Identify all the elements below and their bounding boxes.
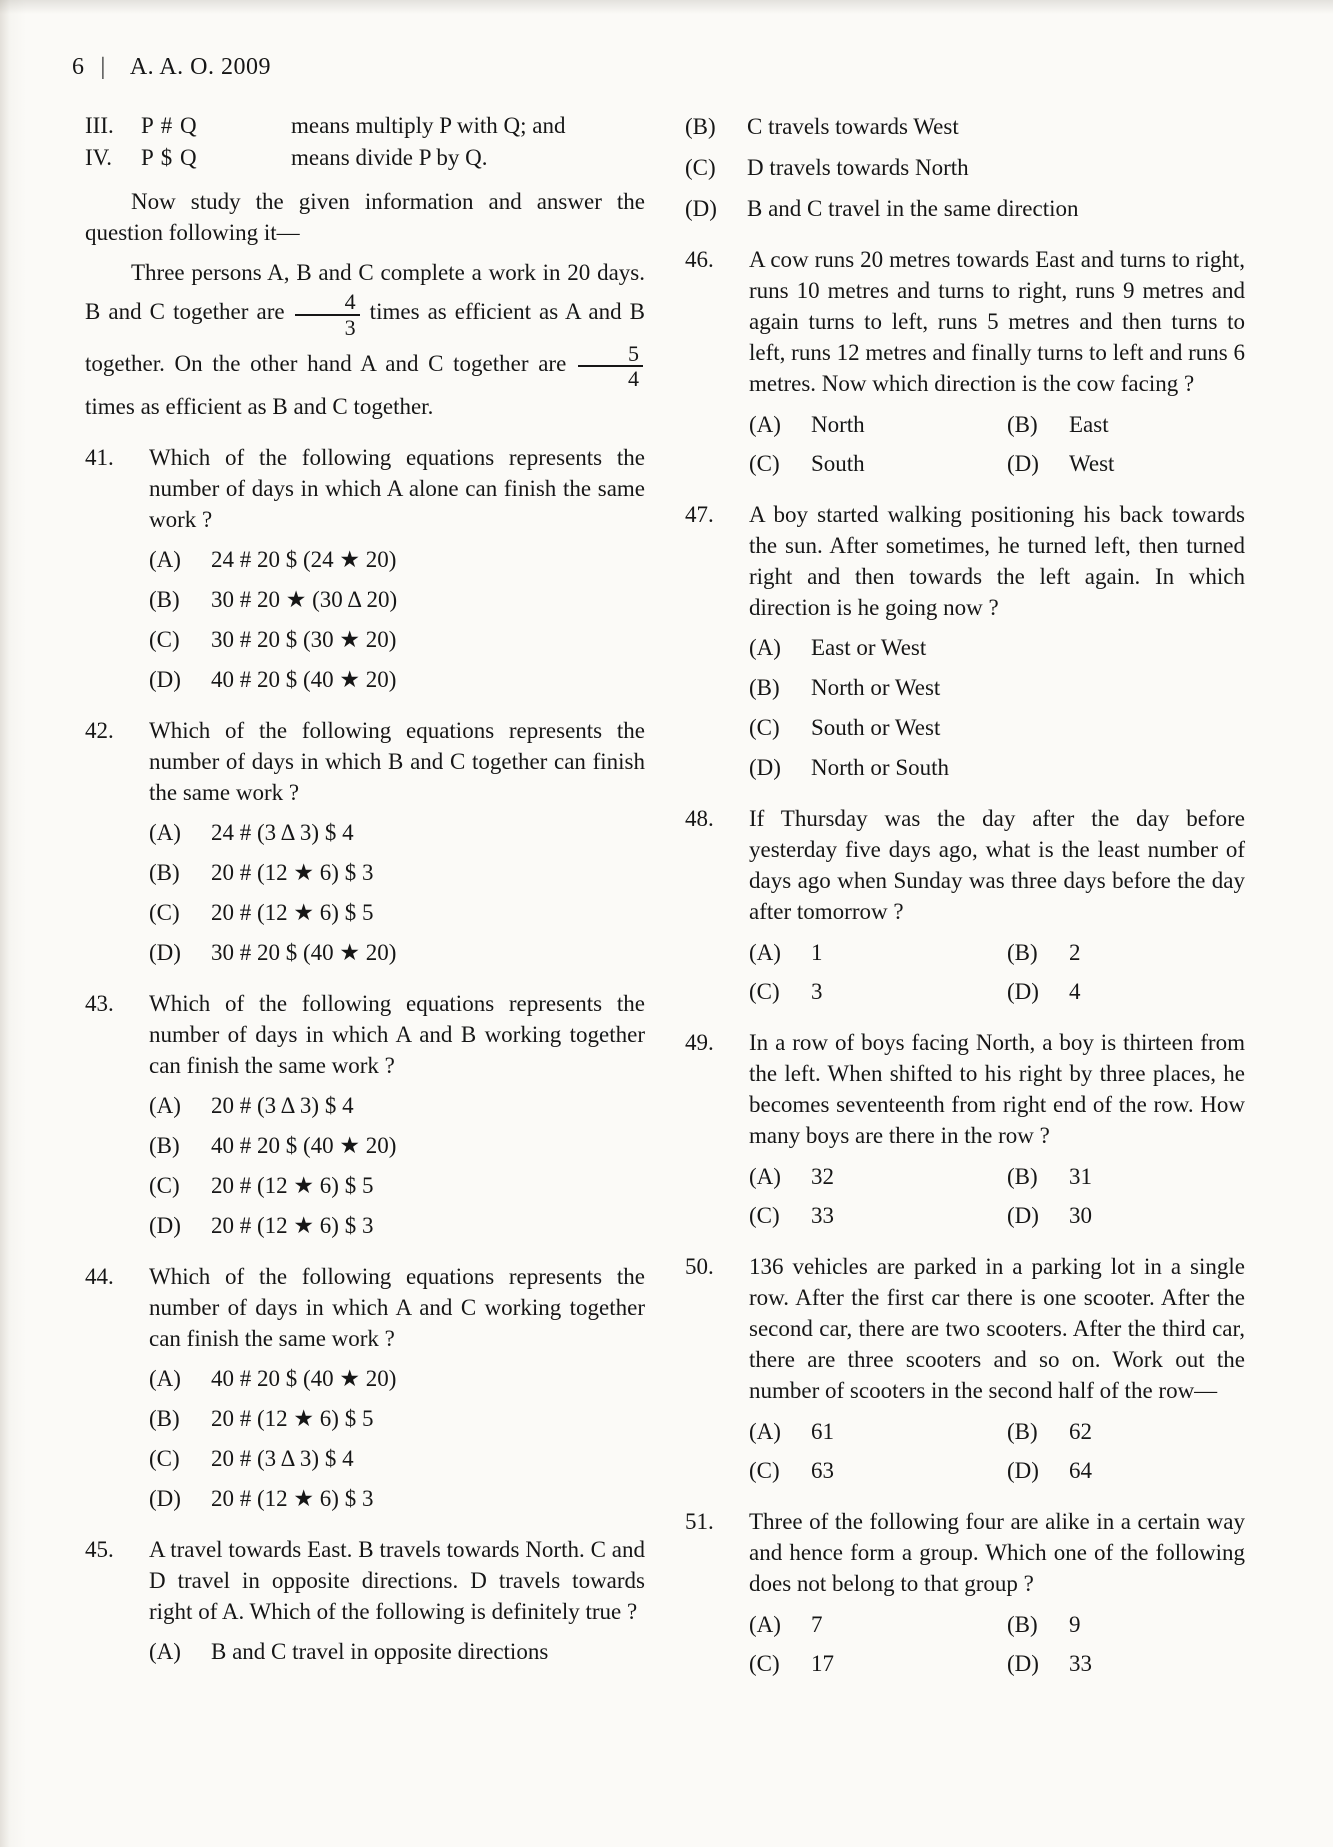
option — [1007, 1455, 1245, 1486]
option-label: (D) — [149, 1486, 181, 1511]
option-label: (B) — [1007, 1612, 1038, 1637]
question-body — [749, 1027, 1245, 1231]
option — [749, 1609, 997, 1640]
option-text: 24 # 20 $ (24 ★ 20) — [211, 547, 397, 572]
passage-paragraph — [85, 257, 645, 422]
option-label: (C) — [749, 1458, 780, 1483]
fraction-denominator: 3 — [295, 314, 360, 340]
option-text: 33 — [811, 1203, 834, 1228]
question — [85, 715, 645, 968]
option-label: (C) — [685, 155, 716, 180]
option-label: (B) — [149, 587, 180, 612]
option-label: (D) — [1007, 1458, 1039, 1483]
question — [85, 988, 645, 1241]
option-text: 24 # (3 Δ 3) $ 4 — [211, 820, 354, 845]
question-body — [749, 803, 1245, 1007]
question-body — [149, 1261, 645, 1514]
question — [685, 803, 1245, 1007]
question-body — [749, 1251, 1245, 1486]
option-text: D travels towards North — [747, 155, 969, 180]
option-text: B and C travel in the same direction — [747, 196, 1079, 221]
option-label: (A) — [149, 547, 181, 572]
option — [685, 193, 1245, 224]
option — [1007, 448, 1245, 479]
option-label: (B) — [149, 1406, 180, 1431]
option-label: (D) — [1007, 1203, 1039, 1228]
options-list — [749, 1408, 1245, 1486]
option — [685, 152, 1245, 183]
option — [749, 1416, 997, 1447]
option-label: (A) — [149, 1366, 181, 1391]
option-label: (B) — [685, 114, 716, 139]
question — [685, 1027, 1245, 1231]
option-text: 20 # (12 ★ 6) $ 5 — [211, 1173, 374, 1198]
option-label: (C) — [149, 627, 180, 652]
option-text: 20 # (12 ★ 6) $ 3 — [211, 1213, 374, 1238]
option-label: (B) — [149, 1133, 180, 1158]
option-label: (A) — [149, 1093, 181, 1118]
question — [685, 499, 1245, 783]
option-text: 61 — [811, 1419, 834, 1444]
question-text: Which of the following equations represents the number of days in which A and B working together can finish the same work ? — [149, 991, 645, 1078]
option — [149, 544, 645, 575]
option — [749, 632, 1245, 663]
option — [149, 584, 645, 615]
option — [1007, 1416, 1245, 1447]
option-text: 40 # 20 $ (40 ★ 20) — [211, 1133, 397, 1158]
option-label: (D) — [1007, 979, 1039, 1004]
option-label: (C) — [149, 1446, 180, 1471]
option-text: West — [1069, 451, 1115, 476]
question-number: 46. — [685, 247, 714, 272]
option — [149, 1636, 645, 1667]
option-text: 1 — [811, 940, 823, 965]
option — [749, 712, 1245, 743]
option-label: (B) — [749, 675, 780, 700]
options-list — [149, 1363, 645, 1514]
option-label: (A) — [749, 940, 781, 965]
option — [1007, 1161, 1245, 1192]
option-label: (D) — [149, 667, 181, 692]
options-list — [749, 1153, 1245, 1231]
option — [749, 752, 1245, 783]
continued-options-list — [685, 111, 1245, 224]
option-label: (A) — [749, 1164, 781, 1189]
option-label: (B) — [149, 860, 180, 885]
option — [1007, 1200, 1245, 1231]
options-list — [149, 817, 645, 968]
two-column-layout — [0, 83, 1333, 1727]
option-text: 3 — [811, 979, 823, 1004]
option-text: 2 — [1069, 940, 1081, 965]
option-label: (D) — [1007, 1651, 1039, 1676]
option — [749, 1455, 997, 1486]
question-body — [149, 988, 645, 1241]
question-text: 136 vehicles are parked in a parking lot in a single row. After the first car there is one scooter. After the second car, there are two scooters. After the third car, there are three scooters and so on. Work out the number of scooters in the second half of the row— — [749, 1254, 1245, 1403]
option-label: (C) — [149, 900, 180, 925]
option-text: North or West — [811, 675, 941, 700]
option — [149, 817, 645, 848]
option — [149, 664, 645, 695]
right-column — [685, 109, 1245, 1679]
question-body — [749, 244, 1245, 479]
option — [749, 976, 997, 1007]
question-number: 41. — [85, 445, 114, 470]
page-header — [0, 0, 1333, 83]
option-text: 30 # 20 $ (40 ★ 20) — [211, 940, 397, 965]
option-text: 4 — [1069, 979, 1081, 1004]
question-number: 47. — [685, 502, 714, 527]
fraction — [576, 340, 645, 392]
definition-expression: P # Q — [141, 113, 198, 138]
option-label: (A) — [749, 412, 781, 437]
option-text: 33 — [1069, 1651, 1092, 1676]
option-text: 31 — [1069, 1164, 1092, 1189]
option-label: (D) — [149, 1213, 181, 1238]
question-text: A boy started walking positioning his back towards the sun. After sometimes, he turned left, then turned right and then towards the left again. In which direction is he going now ? — [749, 502, 1245, 620]
option-label: (C) — [749, 715, 780, 740]
option-text: 40 # 20 $ (40 ★ 20) — [211, 1366, 397, 1391]
options-list — [749, 1601, 1245, 1679]
option — [149, 1483, 645, 1514]
question-text: In a row of boys facing North, a boy is thirteen from the left. When shifted to his right by three places, he becomes seventeenth from right end of the row. How many boys are there in the row ? — [749, 1030, 1245, 1148]
option — [149, 624, 645, 655]
question — [85, 442, 645, 695]
option-text: 30 # 20 ★ (30 Δ 20) — [211, 587, 398, 612]
fraction-denominator: 4 — [578, 365, 643, 391]
option — [149, 1403, 645, 1434]
option — [149, 1130, 645, 1161]
option — [749, 1200, 997, 1231]
header-separator: | — [100, 54, 106, 80]
option-label: (D) — [749, 755, 781, 780]
header-title: A. A. O. 2009 — [129, 54, 271, 80]
option-label: (A) — [149, 820, 181, 845]
option-text: B and C travel in opposite directions — [211, 1639, 549, 1664]
option — [749, 409, 997, 440]
option-text: 9 — [1069, 1612, 1081, 1637]
question-number: 49. — [685, 1030, 714, 1055]
passage-text: times as efficient as B and C together. — [85, 394, 434, 419]
option-text: 32 — [811, 1164, 834, 1189]
question-text: Which of the following equations represents the number of days in which B and C together can finish the same work ? — [149, 718, 645, 805]
option — [749, 1161, 997, 1192]
left-column — [85, 109, 645, 1679]
option — [749, 1648, 997, 1679]
option-text: East or West — [811, 635, 927, 660]
option-label: (B) — [1007, 412, 1038, 437]
question — [685, 244, 1245, 479]
passage-text: times as efficient as A and B together. On the other hand A and C together are — [85, 299, 646, 376]
options-list — [149, 544, 645, 695]
question-number: 51. — [685, 1509, 714, 1534]
question-text: Which of the following equations represents the number of days in which A alone can finish the same work ? — [149, 445, 645, 532]
intro-paragraph: Now study the given information and answer the question following it— — [85, 189, 645, 245]
option-text: South — [811, 451, 865, 476]
question-number: 44. — [85, 1264, 114, 1289]
option-text: North — [811, 412, 865, 437]
fraction-numerator: 5 — [628, 340, 639, 366]
option-label: (C) — [749, 451, 780, 476]
option-text: 63 — [811, 1458, 834, 1483]
option — [749, 672, 1245, 703]
option-text: East — [1069, 412, 1109, 437]
option-text: 7 — [811, 1612, 823, 1637]
question-body — [149, 715, 645, 968]
question — [85, 1261, 645, 1514]
option — [1007, 1648, 1245, 1679]
options-list — [149, 1090, 645, 1241]
option-label: (A) — [749, 1612, 781, 1637]
question-number: 48. — [685, 806, 714, 831]
fraction-numerator: 4 — [344, 289, 356, 314]
option-label: (A) — [749, 635, 781, 660]
option-text: 20 # (12 ★ 6) $ 5 — [211, 1406, 374, 1431]
definition-expression: P $ Q — [141, 145, 198, 170]
question-number: 42. — [85, 718, 114, 743]
option-text: 30 — [1069, 1203, 1092, 1228]
options-list — [149, 1636, 645, 1667]
option-text: 17 — [811, 1651, 834, 1676]
definition-label: III. — [85, 113, 114, 138]
question-number: 50. — [685, 1254, 714, 1279]
definition-label: IV. — [85, 145, 113, 170]
option — [749, 937, 997, 968]
option — [149, 937, 645, 968]
option — [749, 448, 997, 479]
option — [149, 1210, 645, 1241]
option — [685, 111, 1245, 142]
question — [685, 1506, 1245, 1679]
option-text: 20 # (12 ★ 6) $ 5 — [211, 900, 374, 925]
option — [149, 1170, 645, 1201]
option-text: 20 # (3 Δ 3) $ 4 — [211, 1093, 354, 1118]
options-list — [749, 632, 1245, 783]
question-text: A cow runs 20 metres towards East and turns to right, runs 10 metres and turns to right, runs 9 metres and again turns to left, runs 5 metres and then turns to left, runs 12 metres and finally turns to left and runs 6 metres. Now which direction is the cow facing ? — [749, 247, 1245, 396]
definition-meaning: means multiply P with Q; and — [291, 113, 566, 138]
option-label: (C) — [149, 1173, 180, 1198]
option-text: 64 — [1069, 1458, 1092, 1483]
option — [149, 1443, 645, 1474]
option — [1007, 976, 1245, 1007]
option-label: (C) — [749, 979, 780, 1004]
question-text: Three of the following four are alike in a certain way and hence form a group. Which one of the following does not belong to that group ? — [749, 1509, 1245, 1596]
option-label: (B) — [1007, 940, 1038, 965]
option — [1007, 1609, 1245, 1640]
question-number: 43. — [85, 991, 114, 1016]
definition-row — [85, 110, 645, 141]
question-body — [149, 442, 645, 695]
option-text: 40 # 20 $ (40 ★ 20) — [211, 667, 397, 692]
option — [149, 1363, 645, 1394]
option-text: C travels towards West — [747, 114, 959, 139]
option-text: 20 # (12 ★ 6) $ 3 — [211, 860, 374, 885]
option-label: (A) — [149, 1639, 181, 1664]
option — [1007, 937, 1245, 968]
option — [149, 1090, 645, 1121]
option-text: 30 # 20 $ (30 ★ 20) — [211, 627, 397, 652]
definition-meaning: means divide P by Q. — [291, 145, 488, 170]
options-list — [749, 401, 1245, 479]
option-label: (B) — [1007, 1164, 1038, 1189]
question-body — [749, 499, 1245, 783]
page-number: 6 — [72, 54, 85, 80]
option — [149, 857, 645, 888]
question-body — [149, 1534, 645, 1667]
question-body — [749, 1506, 1245, 1679]
option-text: 20 # (3 Δ 3) $ 4 — [211, 1446, 354, 1471]
options-list — [749, 929, 1245, 1007]
option-label: (A) — [749, 1419, 781, 1444]
option-label: (B) — [1007, 1419, 1038, 1444]
question-text: If Thursday was the day after the day before yesterday five days ago, what is the least number of days ago when Sunday was three days before the day after tomorrow ? — [749, 806, 1245, 924]
fraction — [293, 288, 362, 340]
option-text: 62 — [1069, 1419, 1092, 1444]
option-text: 20 # (12 ★ 6) $ 3 — [211, 1486, 374, 1511]
question-text: A travel towards East. B travels towards North. C and D travel in opposite directions. D travels towards right of A. Which of the following is definitely true ? — [149, 1537, 645, 1624]
option-label: (D) — [685, 196, 717, 221]
option-text: North or South — [811, 755, 949, 780]
option-label: (D) — [149, 940, 181, 965]
question — [685, 1251, 1245, 1486]
option-label: (C) — [749, 1203, 780, 1228]
option — [149, 897, 645, 928]
question-text: Which of the following equations represents the number of days in which A and C working together can finish the same work ? — [149, 1264, 645, 1351]
option-label: (C) — [749, 1651, 780, 1676]
question-number: 45. — [85, 1537, 114, 1562]
definition-row — [85, 142, 645, 173]
option — [1007, 409, 1245, 440]
question — [85, 1534, 645, 1667]
option-text: South or West — [811, 715, 941, 740]
option-label: (D) — [1007, 451, 1039, 476]
passage-text: Three persons A, B and C complete a work in 20 days. B and C together are — [85, 260, 645, 325]
